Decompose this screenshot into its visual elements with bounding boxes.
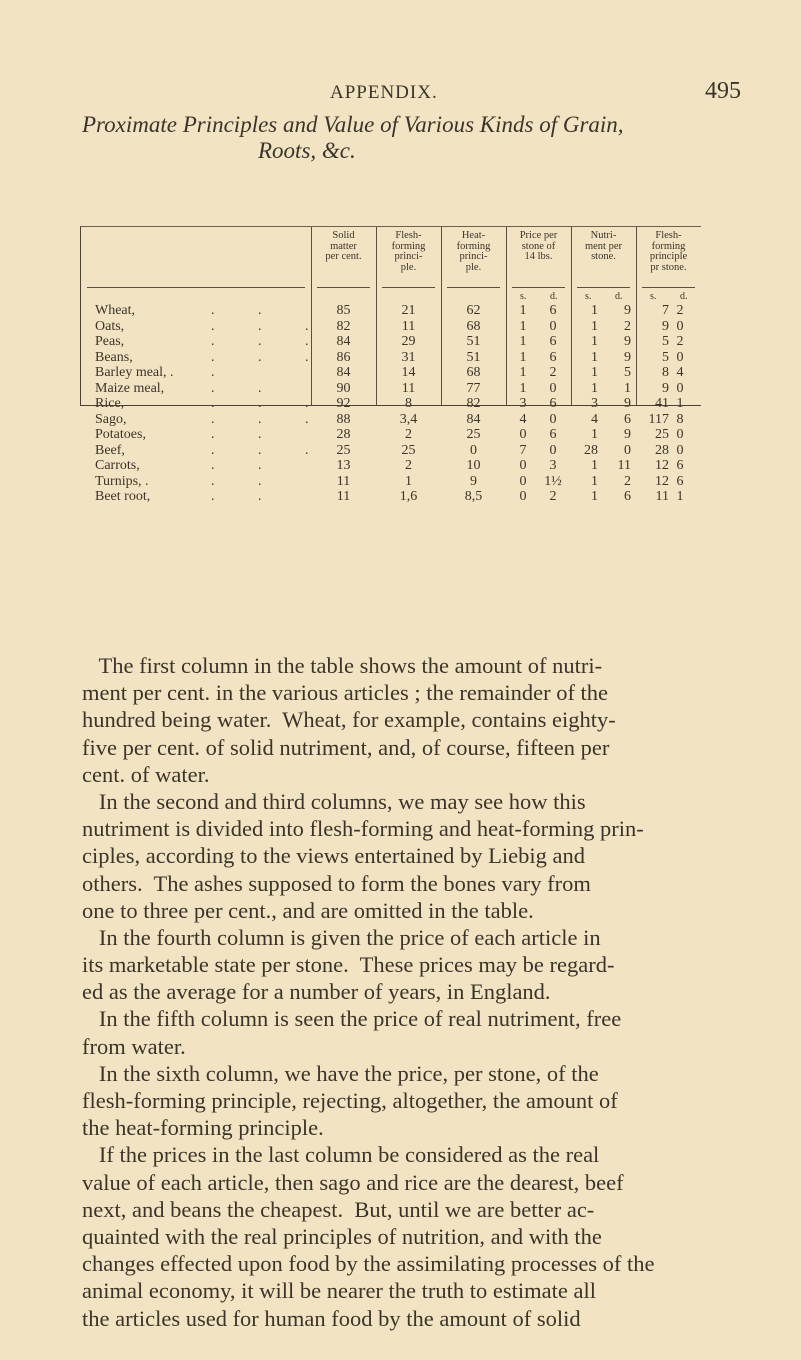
- cell-fps-s: 12: [655, 473, 669, 489]
- cell-nut-s: 1: [591, 349, 598, 365]
- cell-fps-s: 11: [655, 489, 669, 504]
- unit-d: d.: [615, 291, 623, 302]
- body-text-line: In the second and third columns, we may see how this: [82, 788, 586, 814]
- cell-dots: . . .: [211, 334, 329, 349]
- header-line: ple.: [465, 261, 482, 273]
- cell-nut-d: 2: [624, 318, 631, 334]
- cell-solid: 86: [336, 349, 351, 365]
- cell-fps-d: 0: [676, 318, 684, 334]
- header-line: stone.: [591, 251, 616, 262]
- body-text-line: from water.: [82, 1033, 186, 1059]
- cell-nut-s: 1: [591, 303, 598, 318]
- cell-price-s: 1: [519, 318, 527, 334]
- cell-solid: 85: [336, 303, 351, 318]
- cell-fps-d: 1: [676, 396, 684, 411]
- cell-dots: . .: [211, 380, 282, 396]
- cell-nut-d: 2: [624, 473, 631, 489]
- cell-nut-s: 28: [584, 442, 598, 458]
- cell-fps-d: 1: [676, 489, 684, 504]
- unit-s: s.: [650, 291, 657, 302]
- cell-price-s: 1: [519, 365, 527, 380]
- header-line: forming: [391, 240, 426, 252]
- header-line: Heat-: [461, 230, 486, 241]
- header-flesh: [376, 231, 441, 273]
- header-line: princi-: [459, 251, 488, 262]
- unit-s: s.: [520, 291, 527, 302]
- table-row: [81, 458, 701, 473]
- cell-name: Beef,: [95, 442, 125, 458]
- header-rule: [642, 287, 695, 288]
- cell-solid: 88: [336, 411, 351, 427]
- table-caption-line-2: Roots, &c.: [258, 138, 356, 163]
- cell-heat: 51: [466, 334, 481, 349]
- body-text-line: flesh-forming principle, rejecting, altogether, the amount of: [82, 1088, 618, 1113]
- cell-nut-s: 1: [591, 334, 598, 349]
- cell-heat: 8,5: [464, 489, 483, 504]
- cell-nut-s: 1: [591, 458, 598, 473]
- cell-price-s: 4: [519, 411, 527, 427]
- cell-nut-d: 9: [624, 427, 631, 442]
- header-solid: [311, 231, 376, 263]
- cell-flesh: 1,6: [399, 489, 418, 504]
- header-line: ment per: [584, 240, 623, 252]
- body-text-line: If the prices in the last column be considered as the real: [82, 1142, 600, 1168]
- cell-fps-s: 5: [662, 334, 669, 349]
- cell-heat: 9: [470, 473, 477, 489]
- cell-fps-d: 0: [676, 427, 684, 442]
- cell-flesh: 25: [401, 442, 416, 458]
- cell-dots: . . .: [211, 349, 329, 365]
- header-line: princi-: [394, 251, 423, 262]
- body-text-line: In the sixth column, we have the price, per stone, of the: [82, 1060, 599, 1086]
- cell-solid: 84: [336, 365, 351, 380]
- table-row: [81, 303, 701, 318]
- cell-price-s: 1: [519, 349, 527, 365]
- table-row: [81, 474, 701, 489]
- unit-s: s.: [585, 291, 592, 302]
- cell-flesh: 2: [405, 458, 412, 473]
- cell-nut-d: 9: [624, 396, 631, 411]
- cell-name: Sago,: [95, 411, 127, 427]
- cell-dots: . .: [211, 489, 282, 504]
- cell-nut-s: 3: [591, 396, 598, 411]
- body-text-line: ciples, according to the views entertained by Liebig and: [82, 843, 585, 869]
- cell-fps-d: 4: [676, 365, 684, 380]
- cell-dots: . . .: [211, 318, 329, 334]
- header-rule: [382, 287, 435, 288]
- cell-fps-s: 9: [662, 318, 669, 334]
- cell-heat: 51: [466, 349, 481, 365]
- body-text-line: others. The ashes supposed to form the bones vary from: [82, 870, 591, 896]
- cell-price-d: 6: [549, 427, 557, 442]
- table-row: [81, 365, 701, 380]
- header-line: ple.: [400, 261, 417, 273]
- header-flesh-per-stone: [636, 231, 701, 273]
- cell-price-s: 0: [519, 473, 527, 489]
- header-line: Flesh-: [395, 230, 422, 241]
- cell-flesh: 11: [401, 380, 416, 396]
- cell-flesh: 11: [401, 318, 416, 334]
- running-head: [0, 78, 801, 108]
- cell-dots: .: [211, 365, 235, 380]
- cell-name: Wheat,: [95, 303, 136, 318]
- cell-nut-d: 11: [617, 458, 631, 473]
- table-row: [81, 350, 701, 365]
- body-text-line: animal economy, it will be nearer the truth to estimate all: [82, 1278, 596, 1304]
- cell-price-d: 0: [549, 380, 557, 396]
- cell-nut-d: 0: [624, 442, 631, 458]
- table-row: [81, 381, 701, 396]
- cell-nut-s: 1: [591, 473, 598, 489]
- cell-heat: 25: [466, 427, 481, 442]
- body-text-line: value of each article, then sago and rice are the dearest, beef: [82, 1169, 624, 1195]
- header-line: Flesh-: [655, 230, 682, 241]
- header-line: principle: [649, 251, 688, 262]
- table-row: [81, 319, 701, 334]
- cell-fps-s: 117: [648, 411, 669, 427]
- cell-price-d: 3: [549, 458, 557, 473]
- body-text-line: The first column in the table shows the amount of nutri-: [82, 653, 603, 678]
- header-line: pr stone.: [650, 261, 687, 273]
- cell-solid: 90: [336, 380, 351, 396]
- body-text-line: its marketable state per stone. These prices may be regard-: [82, 952, 615, 978]
- header-line: 14 lbs.: [524, 251, 553, 262]
- cell-flesh: 21: [401, 303, 416, 318]
- cell-heat: 77: [466, 380, 481, 396]
- body-text-line: ed as the average for a number of years, in England.: [82, 979, 551, 1005]
- body-text-line: nutriment is divided into flesh-forming and heat-forming prin-: [82, 816, 644, 842]
- table-row: [81, 396, 701, 411]
- cell-solid: 28: [336, 427, 351, 442]
- table-caption-line-1: Proximate Principles and Value of Various Kinds of Grain,: [82, 112, 624, 137]
- cell-fps-d: 6: [676, 458, 684, 473]
- cell-solid: 82: [336, 318, 351, 334]
- cell-price-d: 6: [549, 396, 557, 411]
- cell-solid: 25: [336, 442, 351, 458]
- cell-price-s: 1: [519, 303, 527, 318]
- cell-name: Potatoes,: [95, 427, 146, 442]
- cell-flesh: 3,4: [399, 411, 418, 427]
- cell-nut-s: 4: [591, 411, 598, 427]
- cell-price-s: 0: [519, 458, 527, 473]
- cell-nut-d: 9: [624, 303, 631, 318]
- cell-fps-s: 12: [655, 458, 669, 473]
- cell-heat: 68: [466, 365, 481, 380]
- body-text-line: changes effected upon food by the assimilating processes of the: [82, 1251, 655, 1277]
- header-line: forming: [651, 240, 686, 252]
- cell-heat: 68: [466, 318, 481, 334]
- cell-dots: . . .: [211, 396, 329, 411]
- cell-name: Barley meal, .: [95, 365, 174, 380]
- cell-dots: . .: [211, 303, 282, 318]
- cell-price-s: 7: [519, 442, 527, 458]
- cell-nut-d: 6: [624, 411, 631, 427]
- cell-nut-s: 1: [591, 427, 598, 442]
- cell-dots: . . .: [211, 411, 329, 427]
- cell-flesh: 31: [401, 349, 416, 365]
- header-price: [506, 231, 571, 263]
- header-rule: [317, 287, 370, 288]
- cell-fps-s: 25: [655, 427, 669, 442]
- cell-dots: . .: [211, 427, 282, 442]
- unit-d: d.: [550, 291, 558, 302]
- table-row: [81, 334, 701, 349]
- cell-fps-d: 2: [676, 303, 684, 318]
- cell-heat: 0: [470, 442, 477, 458]
- cell-dots: . .: [211, 458, 282, 473]
- cell-price-d: 6: [549, 303, 557, 318]
- cell-price-d: 6: [549, 334, 557, 349]
- cell-name: Oats,: [95, 318, 125, 334]
- body-text-line: the heat-forming principle.: [82, 1115, 324, 1141]
- cell-price-d: 1½: [544, 473, 562, 489]
- header-line: forming: [456, 240, 491, 252]
- body-text: [82, 652, 712, 1332]
- cell-name: Rice,: [95, 396, 125, 411]
- cell-nut-s: 1: [591, 489, 598, 504]
- cell-heat: 82: [466, 396, 481, 411]
- cell-fps-s: 5: [662, 349, 669, 365]
- cell-fps-d: 0: [676, 380, 684, 396]
- header-rule: [87, 287, 305, 288]
- cell-price-s: 3: [519, 396, 527, 411]
- body-text-line: hundred being water. Wheat, for example, contains eighty-: [82, 707, 616, 733]
- cell-price-s: 0: [519, 427, 527, 442]
- cell-nut-d: 9: [624, 334, 631, 349]
- cell-dots: . .: [211, 473, 282, 489]
- table-row: [81, 412, 701, 427]
- header-nutriment: [571, 231, 636, 263]
- body-text-line: five per cent. of solid nutriment, and, of course, fifteen per: [82, 734, 610, 760]
- cell-name: Carrots,: [95, 458, 140, 473]
- grain-value-table: [80, 226, 701, 504]
- cell-fps-s: 9: [662, 380, 669, 396]
- cell-name: Turnips, .: [95, 473, 149, 489]
- cell-fps-s: 41: [655, 396, 669, 411]
- header-line: stone of: [521, 240, 556, 252]
- body-text-line: one to three per cent., and are omitted in the table.: [82, 897, 534, 923]
- cell-price-d: 0: [549, 411, 557, 427]
- cell-solid: 84: [336, 334, 351, 349]
- cell-fps-s: 8: [662, 365, 669, 380]
- cell-price-s: 1: [519, 334, 527, 349]
- body-text-line: quainted with the real principles of nutrition, and with the: [82, 1223, 602, 1249]
- header-line: Nutri-: [590, 230, 617, 241]
- cell-solid: 11: [336, 489, 351, 504]
- body-text-line: the articles used for human food by the amount of solid: [82, 1305, 581, 1331]
- cell-solid: 92: [336, 396, 351, 411]
- cell-fps-d: 6: [676, 473, 684, 489]
- cell-dots: . . .: [211, 442, 329, 458]
- cell-nut-s: 1: [591, 380, 598, 396]
- cell-price-d: 2: [549, 489, 557, 504]
- cell-name: Beet root,: [95, 489, 151, 504]
- cell-nut-s: 1: [591, 365, 598, 380]
- table-row: [81, 427, 701, 442]
- cell-heat: 84: [466, 411, 481, 427]
- cell-fps-d: 8: [676, 411, 684, 427]
- cell-nut-d: 9: [624, 349, 631, 365]
- page-number: 495: [705, 78, 741, 104]
- header-line: Price per: [519, 230, 558, 241]
- body-text-line: In the fifth column is seen the price of real nutriment, free: [82, 1006, 622, 1032]
- header-rule: [447, 287, 500, 288]
- cell-name: Maize meal,: [95, 380, 165, 396]
- cell-name: Beans,: [95, 349, 133, 365]
- body-text-line: ment per cent. in the various articles ; the remainder of the: [82, 680, 609, 706]
- cell-price-d: 0: [549, 318, 557, 334]
- header-line: per cent.: [325, 251, 362, 262]
- body-text-line: cent. of water.: [82, 761, 210, 787]
- cell-fps-s: 28: [655, 442, 669, 458]
- table-row: [81, 489, 701, 504]
- cell-flesh: 1: [405, 473, 412, 489]
- cell-solid: 11: [336, 473, 351, 489]
- cell-price-d: 0: [549, 442, 557, 458]
- cell-fps-d: 0: [676, 349, 684, 365]
- cell-fps-d: 2: [676, 334, 684, 349]
- body-text-line: In the fourth column is given the price of each article in: [82, 924, 601, 950]
- cell-heat: 62: [466, 303, 481, 318]
- header-heat: [441, 231, 506, 273]
- cell-solid: 13: [336, 458, 351, 473]
- table-row: [81, 443, 701, 458]
- cell-fps-d: 0: [676, 442, 684, 458]
- cell-price-d: 2: [549, 365, 557, 380]
- running-head-title: APPENDIX.: [330, 82, 438, 103]
- cell-fps-s: 7: [662, 303, 669, 318]
- cell-price-d: 6: [549, 349, 557, 365]
- header-rule: [577, 287, 630, 288]
- cell-nut-d: 5: [624, 365, 631, 380]
- unit-d: d.: [680, 291, 688, 302]
- cell-flesh: 2: [405, 427, 412, 442]
- cell-heat: 10: [466, 458, 481, 473]
- cell-flesh: 29: [401, 334, 416, 349]
- cell-nut-d: 6: [624, 489, 631, 504]
- cell-flesh: 8: [405, 396, 412, 411]
- cell-nut-d: 1: [624, 380, 631, 396]
- cell-nut-s: 1: [591, 318, 598, 334]
- cell-name: Peas,: [95, 334, 125, 349]
- header-rule: [512, 287, 565, 288]
- header-line: Solid: [332, 230, 355, 241]
- body-text-line: next, and beans the cheapest. But, until we are better ac-: [82, 1196, 595, 1222]
- cell-price-s: 0: [519, 489, 527, 504]
- cell-flesh: 14: [401, 365, 416, 380]
- header-line: matter: [330, 240, 357, 252]
- cell-price-s: 1: [519, 380, 527, 396]
